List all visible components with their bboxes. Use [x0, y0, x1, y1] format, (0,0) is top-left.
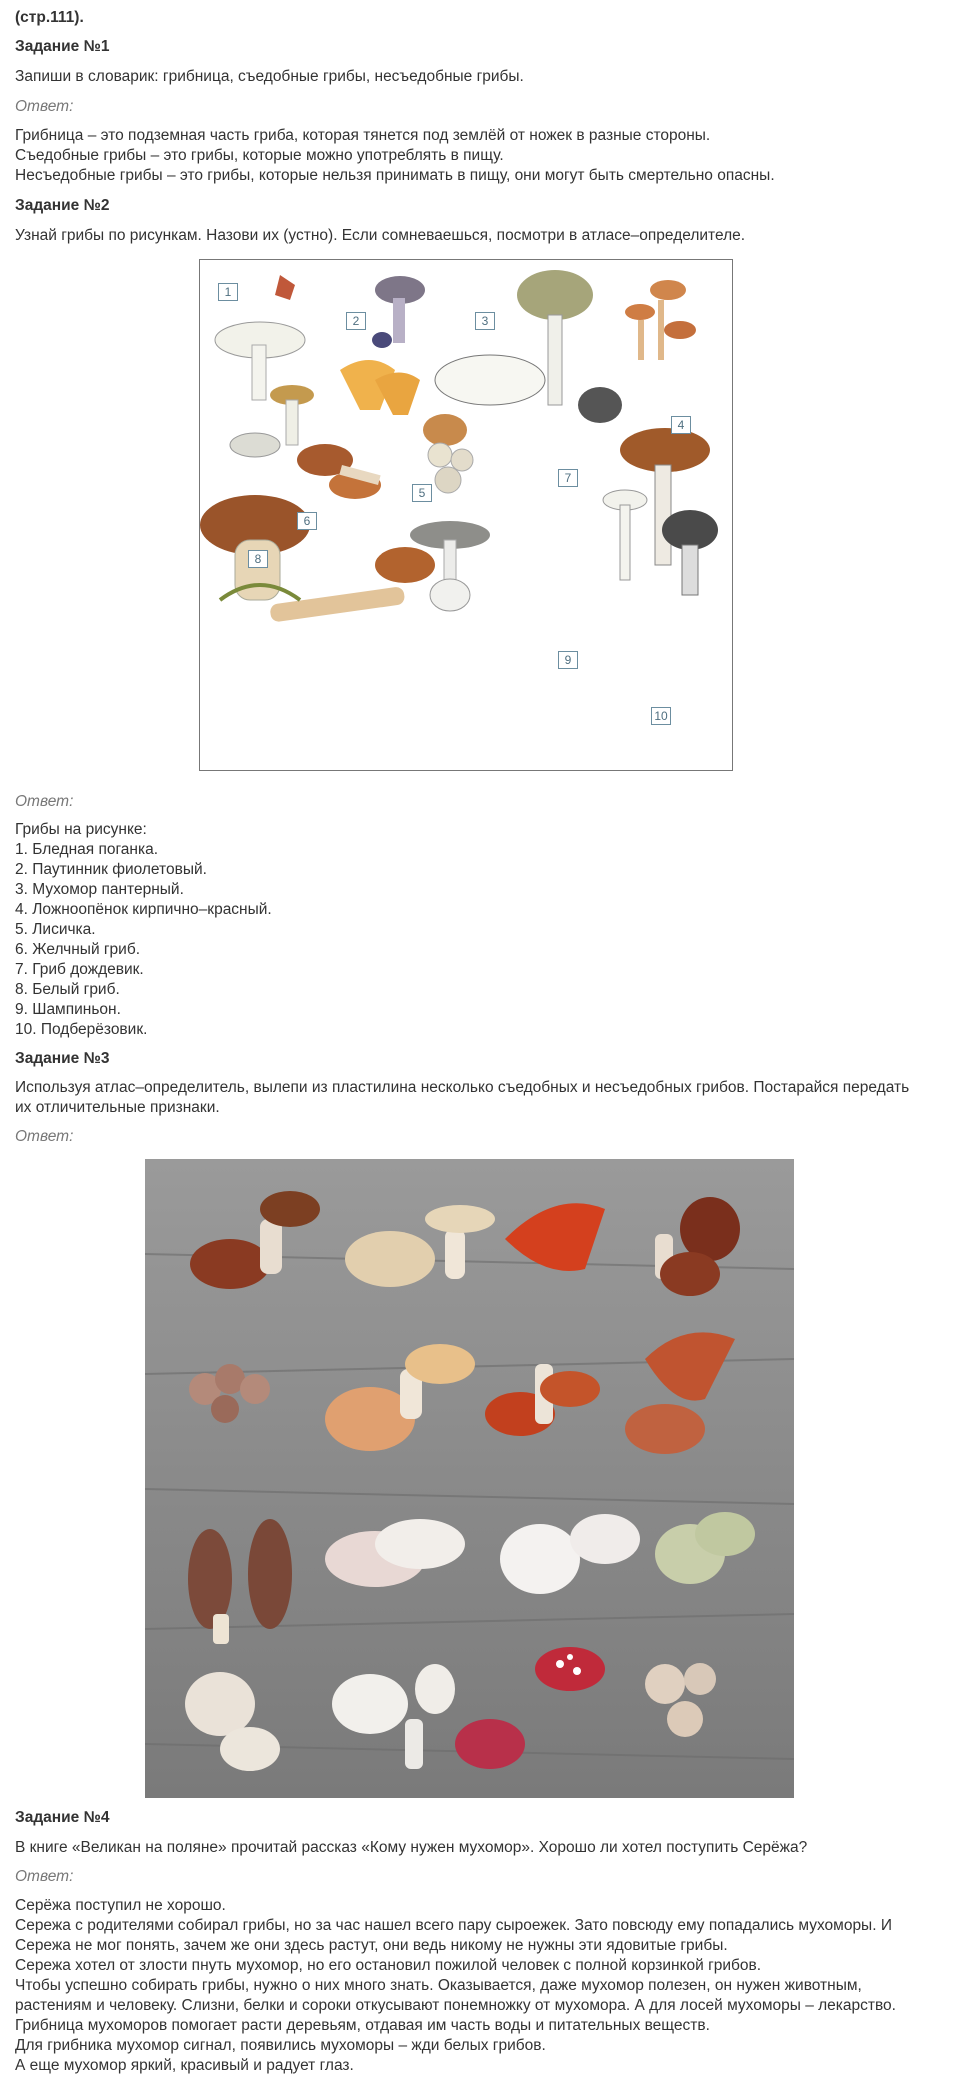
- answer-line: растениям и человеку. Слизни, белки и сороки откусывают понемножку от мухомора. А для лосей мухоморы – лекарство.: [15, 1997, 896, 2014]
- mushroom-1-icon: [215, 275, 314, 457]
- mushroom-8-icon: [200, 495, 435, 623]
- task2-title: Задание №2: [15, 197, 110, 214]
- figure-number: 10: [651, 707, 671, 725]
- figure-number: 3: [475, 312, 495, 330]
- task3-title: Задание №3: [15, 1050, 110, 1067]
- figure-number: 5: [412, 484, 432, 502]
- figure-number: 7: [558, 469, 578, 487]
- answer-line: 8. Белый гриб.: [15, 981, 120, 998]
- task4-answer: [15, 1896, 896, 2076]
- figure-number: 9: [558, 651, 578, 669]
- task2-answer: [15, 820, 272, 1040]
- mushroom-7-icon: [423, 414, 473, 493]
- answer-line: Для грибника мухомор сигнал, появились мухоморы – жди белых грибов.: [15, 2037, 546, 2054]
- page-ref: (стр.111).: [15, 9, 84, 26]
- answer-line: Съедобные грибы – это грибы, которые можно употреблять в пищу.: [15, 147, 504, 164]
- figure-number: 8: [248, 550, 268, 568]
- answer-line: 10. Подберёзовик.: [15, 1021, 148, 1038]
- answer-line: 4. Ложноопёнок кирпично–красный.: [15, 901, 272, 918]
- mushroom-4-icon: [625, 280, 696, 360]
- plasticine-mushrooms-image: [145, 1159, 794, 1798]
- answer-line: Сережа не мог понять, зачем же они здесь растут, они ведь никому не нужны эти ядовитые грибы.: [15, 1937, 728, 1954]
- mushroom-illustration: [200, 260, 732, 770]
- task4-title: Задание №4: [15, 1809, 110, 1826]
- answer-line: 9. Шампиньон.: [15, 1001, 121, 1018]
- task2-prompt: Узнай грибы по рисункам. Назови их (устно). Если сомневаешься, посмотри в атласе–определителе.: [15, 227, 746, 244]
- task1-answer-label: Ответ:: [15, 98, 74, 115]
- task1-title: Задание №1: [15, 38, 110, 55]
- mushroom-illustration-figure: [199, 259, 733, 771]
- answer-line: Грибница – это подземная часть гриба, которая тянется под землёй от ножек в разные стороны.: [15, 127, 711, 144]
- task1-prompt: Запиши в словарик: грибница, съедобные грибы, несъедобные грибы.: [15, 68, 524, 85]
- mushroom-2-icon: [372, 276, 425, 348]
- task3-answer-label: Ответ:: [15, 1128, 74, 1145]
- answer-line: 6. Желчный гриб.: [15, 941, 141, 958]
- mushroom-5-icon: [340, 360, 420, 415]
- answer-line: 5. Лисичка.: [15, 921, 96, 938]
- mushroom-6-icon: [297, 444, 381, 499]
- task2-answer-label: Ответ:: [15, 793, 74, 810]
- answer-line: Серёжа поступил не хорошо.: [15, 1897, 226, 1914]
- figure-number: 4: [671, 416, 691, 434]
- answer-line: 2. Паутинник фиолетовый.: [15, 861, 207, 878]
- answer-line: 1. Бледная поганка.: [15, 841, 159, 858]
- answer-line: Несъедобные грибы – это грибы, которые нельзя принимать в пищу, они могут быть смертельно опасны.: [15, 167, 775, 184]
- answer-line: Сережа хотел от злости пнуть мухомор, но его остановил пожилой человек с полной корзинкой грибов.: [15, 1957, 762, 1974]
- task3-prompt: [15, 1078, 909, 1118]
- answer-line: 7. Гриб дождевик.: [15, 961, 144, 978]
- answer-line: Грибница мухоморов помогает расти деревьям, отдавая им часть воды и питательных веществ.: [15, 2017, 710, 2034]
- answer-line: 3. Мухомор пантерный.: [15, 881, 184, 898]
- figure-number: 1: [218, 283, 238, 301]
- answer-line: А еще мухомор яркий, красивый и радует глаз.: [15, 2057, 354, 2074]
- answer-line: Сережа с родителями собирал грибы, но за час нашел всего пару сыроежек. Зато повсюду ему попадались мухоморы. И: [15, 1917, 892, 1934]
- task1-answer: [15, 126, 775, 186]
- mushroom-10-icon: [603, 428, 718, 595]
- figure-number: 6: [297, 512, 317, 530]
- task4-prompt: В книге «Великан на поляне» прочитай рассказ «Кому нужен мухомор». Хорошо ли хотел поступить Серёжа?: [15, 1839, 808, 1856]
- plasticine-mushrooms-photo: [145, 1159, 794, 1798]
- answer-line: Чтобы успешно собирать грибы, нужно о них много знать. Оказывается, даже мухомор полезен, он нужен животным,: [15, 1977, 862, 1994]
- prompt-line: их отличительные признаки.: [15, 1099, 220, 1116]
- mushroom-3-icon: [435, 270, 622, 423]
- figure-number: 2: [346, 312, 366, 330]
- task4-answer-label: Ответ:: [15, 1868, 74, 1885]
- prompt-line: Используя атлас–определитель, вылепи из пластилина несколько съедобных и несъедобных грибов. Постарайся передать: [15, 1079, 910, 1096]
- answer-intro: Грибы на рисунке:: [15, 821, 147, 838]
